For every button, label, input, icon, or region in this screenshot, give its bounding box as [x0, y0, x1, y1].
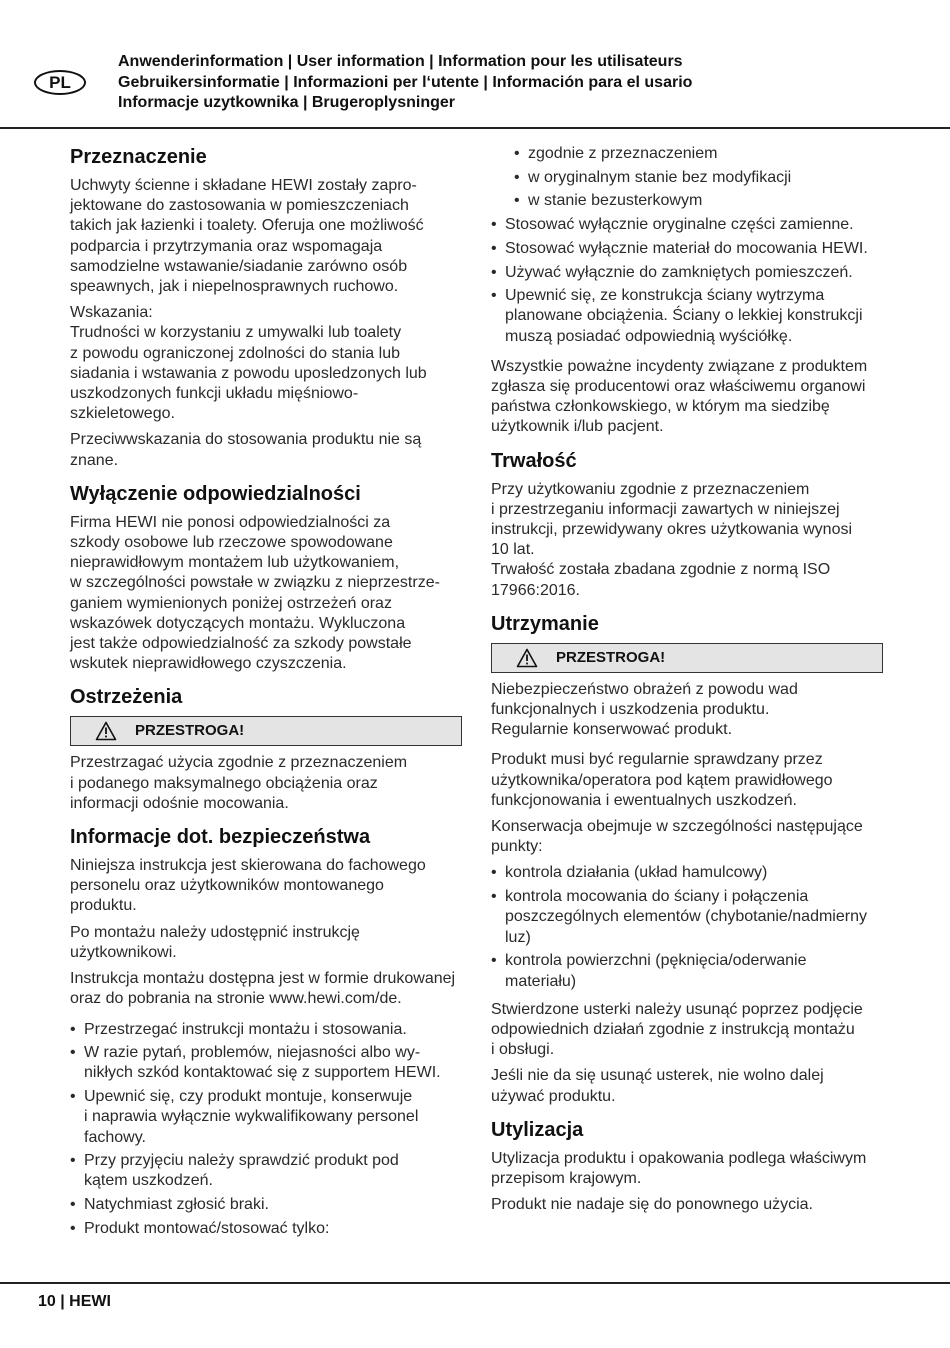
section-wylaczenie — [70, 481, 462, 675]
paragraph: Niniejsza instrukcja jest skierowana do fachowego personelu oraz użytkowników montowanego produktu. — [70, 857, 426, 915]
paragraph: Wskazania: Trudności w korzystaniu z umywalki lub toalety z powodu ograniczonej zdolności do stania lub siadania i wstawania z powodu uposledzonych lub uszkodzonych funkcji układu mięśniowo- szkieletowego. — [70, 304, 427, 423]
section-title: Ostrzeżenia — [70, 686, 183, 709]
caution-box — [491, 643, 883, 673]
paragraph: Uchwyty ścienne i składane HEWI zostały zapro- jektowane do zastosowania w pomieszczeniach takich jak łazienki i toalety. Oferuja one możliwość podparcia i przytrzymania oraz wspomagaja samodzielne wstawanie/siadanie zarówno osób speawnych, jak i niepelnosprawnych ruchowo. — [70, 177, 424, 296]
paragraph: Przeciwwskazania do stosowania produktu nie są znane. — [70, 431, 422, 469]
page-footer: 10 | HEWI — [38, 1293, 111, 1310]
section-title: Trwałość — [491, 449, 577, 472]
paragraph: Utylizacja produktu i opakowania podlega właściwym przepisom krajowym. — [491, 1149, 867, 1187]
list-item: • kontrola działania (układ hamulcowy) — [491, 863, 883, 883]
section-trwalosc — [491, 448, 883, 601]
footer-divider — [0, 1282, 950, 1284]
warning-triangle-icon — [95, 721, 117, 741]
header-line: Gebruikersinformatie | Informazioni per l‘utente | Información para el usario — [118, 73, 693, 91]
paragraph: Produkt musi być regularnie sprawdzany przez użytkownika/operatora pod kątem prawidłowego funkcjonowania i ewentualnych uszkodzeń. — [491, 751, 833, 809]
caution-label: PRZESTROGA! — [556, 648, 666, 666]
header-line: Informacje uzytkownika | Brugeroplysninger — [118, 94, 455, 111]
language-badge: PL — [34, 70, 86, 95]
paragraph: Instrukcja montażu dostępna jest w formie drukowanej oraz do pobrania na stronie www.hewi.com/de. — [70, 970, 456, 1008]
section-utrzymanie — [491, 611, 883, 1107]
section-title: Wyłączenie odpowiedzialności — [70, 482, 361, 505]
section-bezpieczenstwo — [70, 824, 462, 1239]
paragraph: Stwierdzone usterki należy usunąć poprzez podjęcie odpowiednich działań zgodnie z instrukcją montażu i obsługi. — [491, 1000, 863, 1059]
section-title: Informacje dot. bezpieczeństwa — [70, 826, 371, 849]
bullet-list — [491, 215, 883, 347]
list-item: • w stanie bezusterkowym — [514, 191, 883, 211]
header-divider — [0, 127, 950, 129]
list-item: • w oryginalnym stanie bez modyfikacji — [514, 168, 883, 188]
list-item: • Natychmiast zgłosić braki. — [70, 1195, 462, 1215]
section-title: Przeznaczenie — [70, 146, 207, 168]
paragraph: Firma HEWI nie ponosi odpowiedzialności za szkody osobowe lub rzeczowe spowodowane nieprawidłowym montażem lub użytkowaniem, w szczególności powstałe w związku z nieprzestrze- ganiem wymienionych poniżej ostrzeżeń oraz wskazówek dotyczących montażu. Wykluczona jest także odpowiedzialność za szkody powstałe wskutek nieprawidłowego czyszczenia. — [70, 513, 440, 673]
section-ostrzezenia — [70, 684, 462, 814]
list-item: • Stosować wyłącznie materiał do mocowania HEWI. — [491, 239, 883, 259]
paragraph: Produkt nie nadaje się do ponownego użycia. — [491, 1196, 813, 1214]
section-title: Utrzymanie — [491, 612, 599, 635]
paragraph: Po montażu należy udostępnić instrukcję użytkownikowi. — [70, 923, 360, 961]
bullet-list — [70, 1020, 462, 1240]
paragraph: Niebezpieczeństwo obrażeń z powodu wad funkcjonalnych i uszkodzenia produktu. Regularnie konserwować produkt. — [491, 680, 798, 739]
header-line: Anwenderinformation | User information | Information pour les utilisateurs — [118, 53, 683, 70]
warning-triangle-icon — [516, 648, 538, 668]
document-header — [118, 52, 692, 114]
section-przeznaczenie — [70, 144, 462, 471]
bullet-list — [491, 863, 883, 991]
paragraph: Konserwacja obejmuje w szczególności następujące punkty: — [491, 818, 863, 856]
left-column — [70, 144, 462, 1243]
list-item: • Stosować wyłącznie oryginalne części zamienne. — [491, 215, 883, 235]
right-column — [491, 144, 883, 1221]
list-item: • kontrola mocowania do ściany i połączenia poszczególnych elementów (chybotanie/nadmierny luz) — [491, 887, 883, 948]
list-item: • kontrola powierzchni (pęknięcia/oderwanie materiału) — [491, 951, 883, 991]
paragraph: Jeśli nie da się usunąć usterek, nie wolno dalej używać produktu. — [491, 1067, 824, 1105]
list-item: • Upewnić się, ze konstrukcja ściany wytrzyma planowane obciążenia. Ściany o lekkiej konstrukcji muszą posiadać odpowiednią wyściółkę. — [491, 286, 883, 347]
paragraph: Przy użytkowaniu zgodnie z przeznaczeniem i przestrzeganiu informacji zawartych w niniejszej instrukcji, przewidywany okres użytkowania wynosi 10 lat. Trwałość została zbadana zgodnie z normą ISO 17966:2016. — [491, 480, 853, 599]
list-item: • Używać wyłącznie do zamkniętych pomieszczeń. — [491, 263, 883, 283]
caution-label: PRZESTROGA! — [135, 722, 245, 740]
list-item: • W razie pytań, problemów, niejasności albo wy- nikłych szkód kontaktować się z supportem HEWI. — [70, 1043, 462, 1083]
section-utylizacja — [491, 1117, 883, 1216]
sub-bullet-list — [491, 144, 883, 212]
section-title: Utylizacja — [491, 1118, 584, 1141]
list-item: • Przy przyjęciu należy sprawdzić produkt pod kątem uszkodzeń. — [70, 1151, 462, 1191]
list-item: • Produkt montować/stosować tylko: — [70, 1219, 462, 1239]
paragraph: Wszystkie poważne incydenty związane z produktem zgłasza się producentowi oraz właściwemu organowi państwa członkowskiego, w którym ma siedzibę użytkownik i/lub pacjent. — [491, 357, 868, 436]
list-item: • zgodnie z przeznaczeniem — [514, 144, 883, 164]
list-item: • Upewnić się, czy produkt montuje, konserwuje i naprawia wyłącznie wykwalifikowany personel fachowy. — [70, 1087, 462, 1148]
paragraph: Przestrzagać użycia zgodnie z przeznaczeniem i podanego maksymalnego obciążenia oraz informacji odośnie mocowania. — [70, 754, 408, 812]
list-item: • Przestrzegać instrukcji montażu i stosowania. — [70, 1020, 462, 1040]
caution-box — [70, 716, 462, 746]
